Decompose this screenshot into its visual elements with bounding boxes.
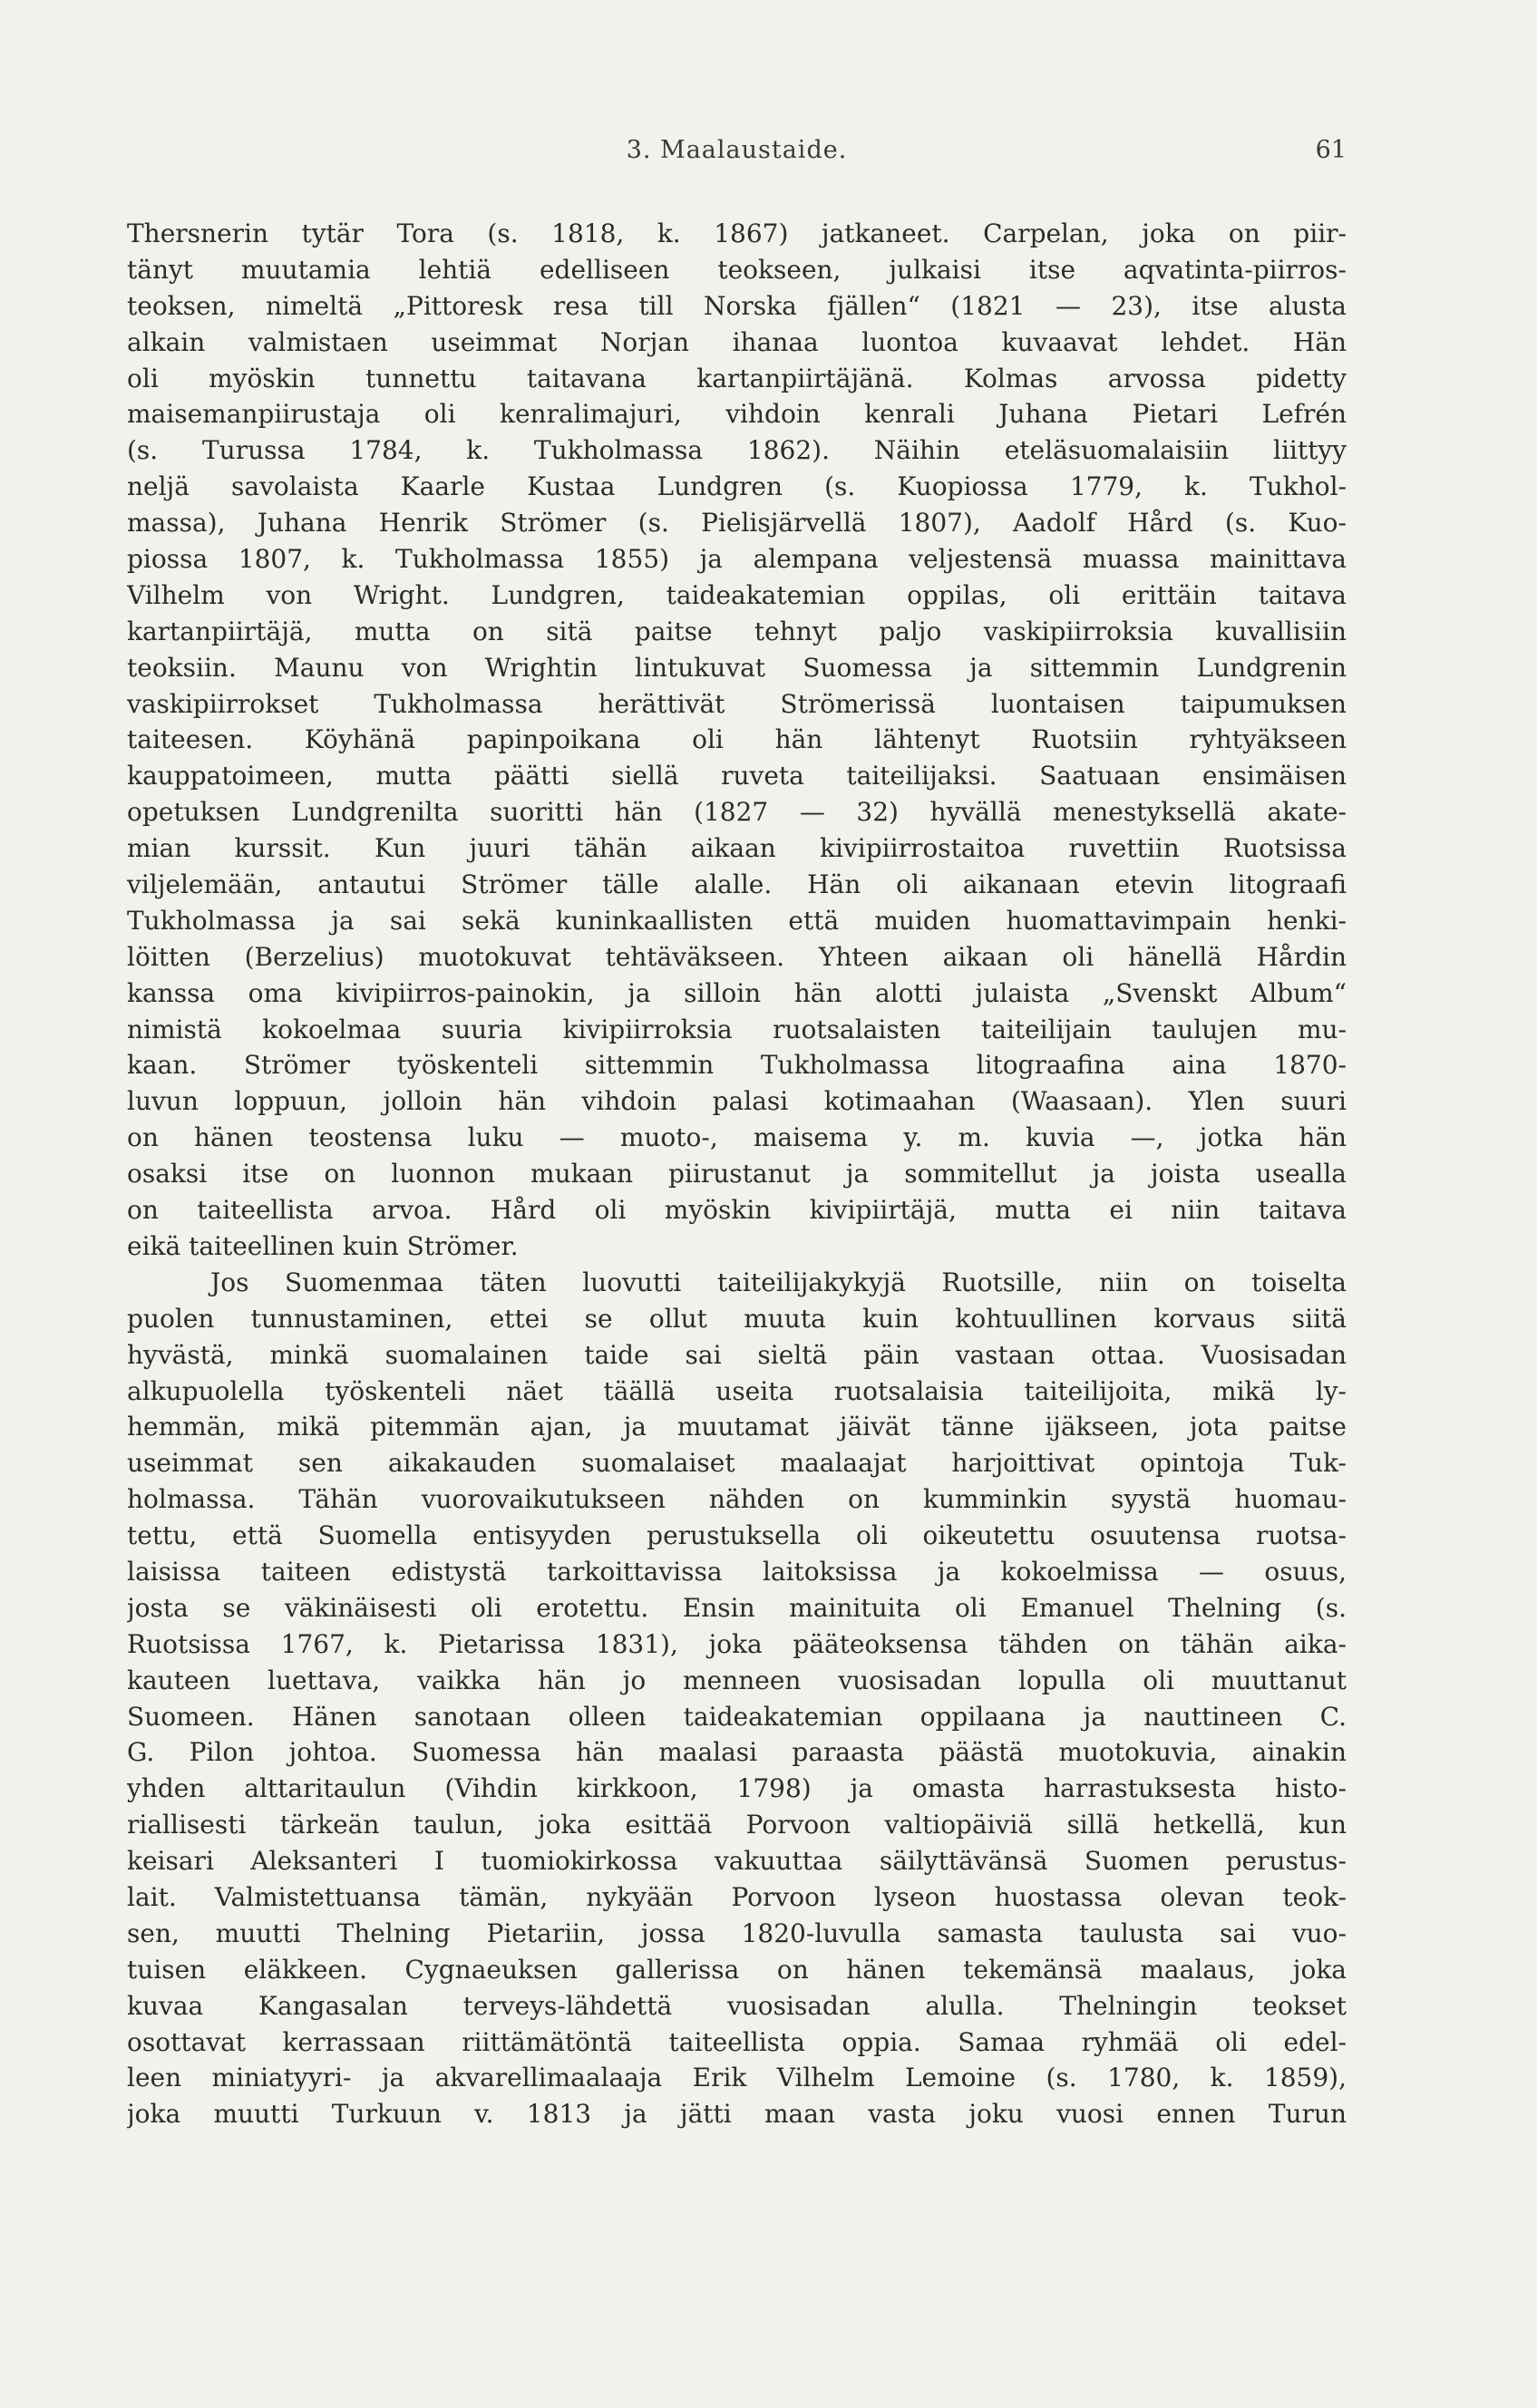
text-line: osottavat kerrassaan riittämätöntä taiteellista oppia. Samaa ryhmää oli edel-	[127, 2026, 1347, 2057]
text-line: luvun loppuun, jolloin hän vihdoin palasi kotimaahan (Waasaan). Ylen suuri	[127, 1086, 1347, 1117]
text-line: alkupuolella työskenteli näet täällä useita ruotsalaisia taiteilijoita, mikä ly-	[127, 1375, 1347, 1406]
text-line: kartanpiirtäjä, mutta on sitä paitse tehnyt paljo vaskipiirroksia kuvallisiin	[127, 616, 1347, 646]
text-line: holmassa. Tähän vuorovaikutukseen nähden on kumminkin syystä huomau-	[127, 1484, 1347, 1515]
text-line: neljä savolaista Kaarle Kustaa Lundgren (s. Kuopiossa 1779, k. Tukhol-	[127, 471, 1347, 502]
text-line: puolen tunnustaminen, ettei se ollut muuta kuin kohtuullinen korvaus siitä	[127, 1303, 1347, 1334]
text-line: alkain valmistaen useimmat Norjan ihanaa luontoa kuvaavat lehdet. Hän	[127, 326, 1347, 357]
text-line: massa), Juhana Henrik Strömer (s. Pielisjärvellä 1807), Aadolf Hård (s. Kuo-	[127, 508, 1347, 539]
text-line: riallisesti tärkeän taulun, joka esittää Porvoon valtiopäiviä sillä hetkellä, kun	[127, 1810, 1347, 1840]
text-line: Vilhelm von Wright. Lundgren, taideakatemian oppilas, oli erittäin taitava	[127, 579, 1347, 610]
text-line: teoksiin. Maunu von Wrightin lintukuvat Suomessa ja sittemmin Lundgrenin	[127, 652, 1347, 683]
text-line: Suomeen. Hänen sanotaan olleen taideakatemian oppilaana ja nauttineen C.	[127, 1701, 1347, 1732]
text-line: on hänen teostensa luku — muoto-, maisema y. m. kuvia —, jotka hän	[127, 1122, 1347, 1153]
text-line: kuvaa Kangasalan terveys-lähdettä vuosisadan alulla. Thelningin teokset	[127, 1990, 1347, 2021]
text-line: useimmat sen aikakauden suomalaiset maalaajat harjoittivat opintoja Tuk-	[127, 1448, 1347, 1479]
paragraph-start-line: Jos Suomenmaa täten luovutti taiteilijakykyjä Ruotsille, niin on toiselta	[210, 1267, 1347, 1297]
text-line: (s. Turussa 1784, k. Tukholmassa 1862). Näihin eteläsuomalaisiin liittyy	[127, 435, 1347, 466]
text-line: kauteen luettava, vaikka hän jo menneen vuosisadan lopulla oli muuttanut	[127, 1665, 1347, 1695]
text-line: kauppatoimeen, mutta päätti siellä ruveta taiteilijaksi. Saatuaan ensimäisen	[127, 761, 1347, 791]
text-line: sen, muutti Thelning Pietariin, jossa 1820-luvulla samasta taulusta sai vuo-	[127, 1918, 1347, 1948]
text-line: tänyt muutamia lehtiä edelliseen teokseen, julkaisi itse aqvatinta-piirros-	[127, 254, 1347, 285]
text-line: yhden alttaritaulun (Vihdin kirkkoon, 1798) ja omasta harrastuksesta histo-	[127, 1773, 1347, 1804]
text-line: oli myöskin tunnettu taitavana kartanpiirtäjänä. Kolmas arvossa pidetty	[127, 363, 1347, 393]
text-line: taiteesen. Köyhänä papinpoikana oli hän lähtenyt Ruotsiin ryhtyäkseen	[127, 724, 1347, 755]
text-line: G. Pilon johtoa. Suomessa hän maalasi paraasta päästä muotokuvia, ainakin	[127, 1737, 1347, 1768]
text-line: Ruotsissa 1767, k. Pietarissa 1831), joka pääteoksensa tähden on tähän aika-	[127, 1628, 1347, 1659]
text-line: leen miniatyyri- ja akvarellimaalaaja Erik Vilhelm Lemoine (s. 1780, k. 1859),	[127, 2063, 1347, 2093]
text-line: viljelemään, antautui Strömer tälle alalle. Hän oli aikanaan etevin litograafi	[127, 869, 1347, 900]
text-line: teoksen, nimeltä „Pittoresk resa till Norska fjällen“ (1821 — 23), itse alusta	[127, 290, 1347, 321]
text-line: Tukholmassa ja sai sekä kuninkaallisten että muiden huomattavimpain henki-	[127, 905, 1347, 936]
text-line: tettu, että Suomella entisyyden perustuksella oli oikeutettu osuutensa ruotsa-	[127, 1520, 1347, 1551]
text-line: vaskipiirrokset Tukholmassa herättivät Strömerissä luontaisen taipumuksen	[127, 688, 1347, 719]
text-line: keisari Aleksanteri I tuomiokirkossa vakuuttaa säilyttävänsä Suomen perustus-	[127, 1846, 1347, 1877]
text-line: Thersnerin tytär Tora (s. 1818, k. 1867) jatkaneet. Carpelan, joka on piir-	[127, 218, 1347, 248]
text-line: lait. Valmistettuansa tämän, nykyään Porvoon lyseon huostassa olevan teok-	[127, 1881, 1347, 1912]
text-line: osaksi itse on luonnon mukaan piirustanut ja sommitellut ja joista usealla	[127, 1159, 1347, 1189]
text-line: mian kurssit. Kun juuri tähän aikaan kivipiirrostaitoa ruvettiin Ruotsissa	[127, 833, 1347, 864]
text-line: on taiteellista arvoa. Hård oli myöskin kivipiirtäjä, mutta ei niin taitava	[127, 1195, 1347, 1226]
text-line: tuisen eläkkeen. Cygnaeuksen gallerissa on hänen tekemänsä maalaus, joka	[127, 1954, 1347, 1985]
chapter-heading: 3. Maalaustaide.	[626, 136, 848, 164]
text-line: kaan. Strömer työskenteli sittemmin Tukholmassa litograafina aina 1870-	[127, 1050, 1347, 1081]
text-line: nimistä kokoelmaa suuria kivipiirroksia ruotsalaisten taiteilijain taulujen mu-	[127, 1014, 1347, 1044]
page-number: 61	[1315, 136, 1347, 164]
text-line: opetuksen Lundgrenilta suoritti hän (1827 — 32) hyvällä menestyksellä akate-	[127, 797, 1347, 828]
text-line: maisemanpiirustaja oli kenralimajuri, vihdoin kenrali Juhana Pietari Lefrén	[127, 399, 1347, 430]
text-line: löitten (Berzelius) muotokuvat tehtäväkseen. Yhteen aikaan oli hänellä Hårdin	[127, 941, 1347, 972]
text-line: hemmän, mikä pitemmän ajan, ja muutamat jäivät tänne ijäkseen, jota paitse	[127, 1412, 1347, 1442]
text-line: kanssa oma kivipiirros-painokin, ja silloin hän alotti julaista „Svenskt Album“	[127, 977, 1347, 1008]
running-head	[127, 136, 1347, 172]
paragraph-end-line: eikä taiteellinen kuin Strömer.	[127, 1230, 519, 1261]
text-line: piossa 1807, k. Tukholmassa 1855) ja alempana veljestensä muassa mainittava	[127, 544, 1347, 575]
text-line: joka muutti Turkuun v. 1813 ja jätti maan vasta joku vuosi ennen Turun	[127, 2099, 1347, 2130]
text-line: laisissa taiteen edistystä tarkoittavissa laitoksissa ja kokoelmissa — osuus,	[127, 1556, 1347, 1587]
text-line: josta se väkinäisesti oli erotettu. Ensin mainituita oli Emanuel Thelning (s.	[127, 1592, 1347, 1623]
body-text	[127, 216, 1347, 2132]
text-line: hyvästä, minkä suomalainen taide sai sieltä päin vastaan ottaa. Vuosisadan	[127, 1339, 1347, 1370]
